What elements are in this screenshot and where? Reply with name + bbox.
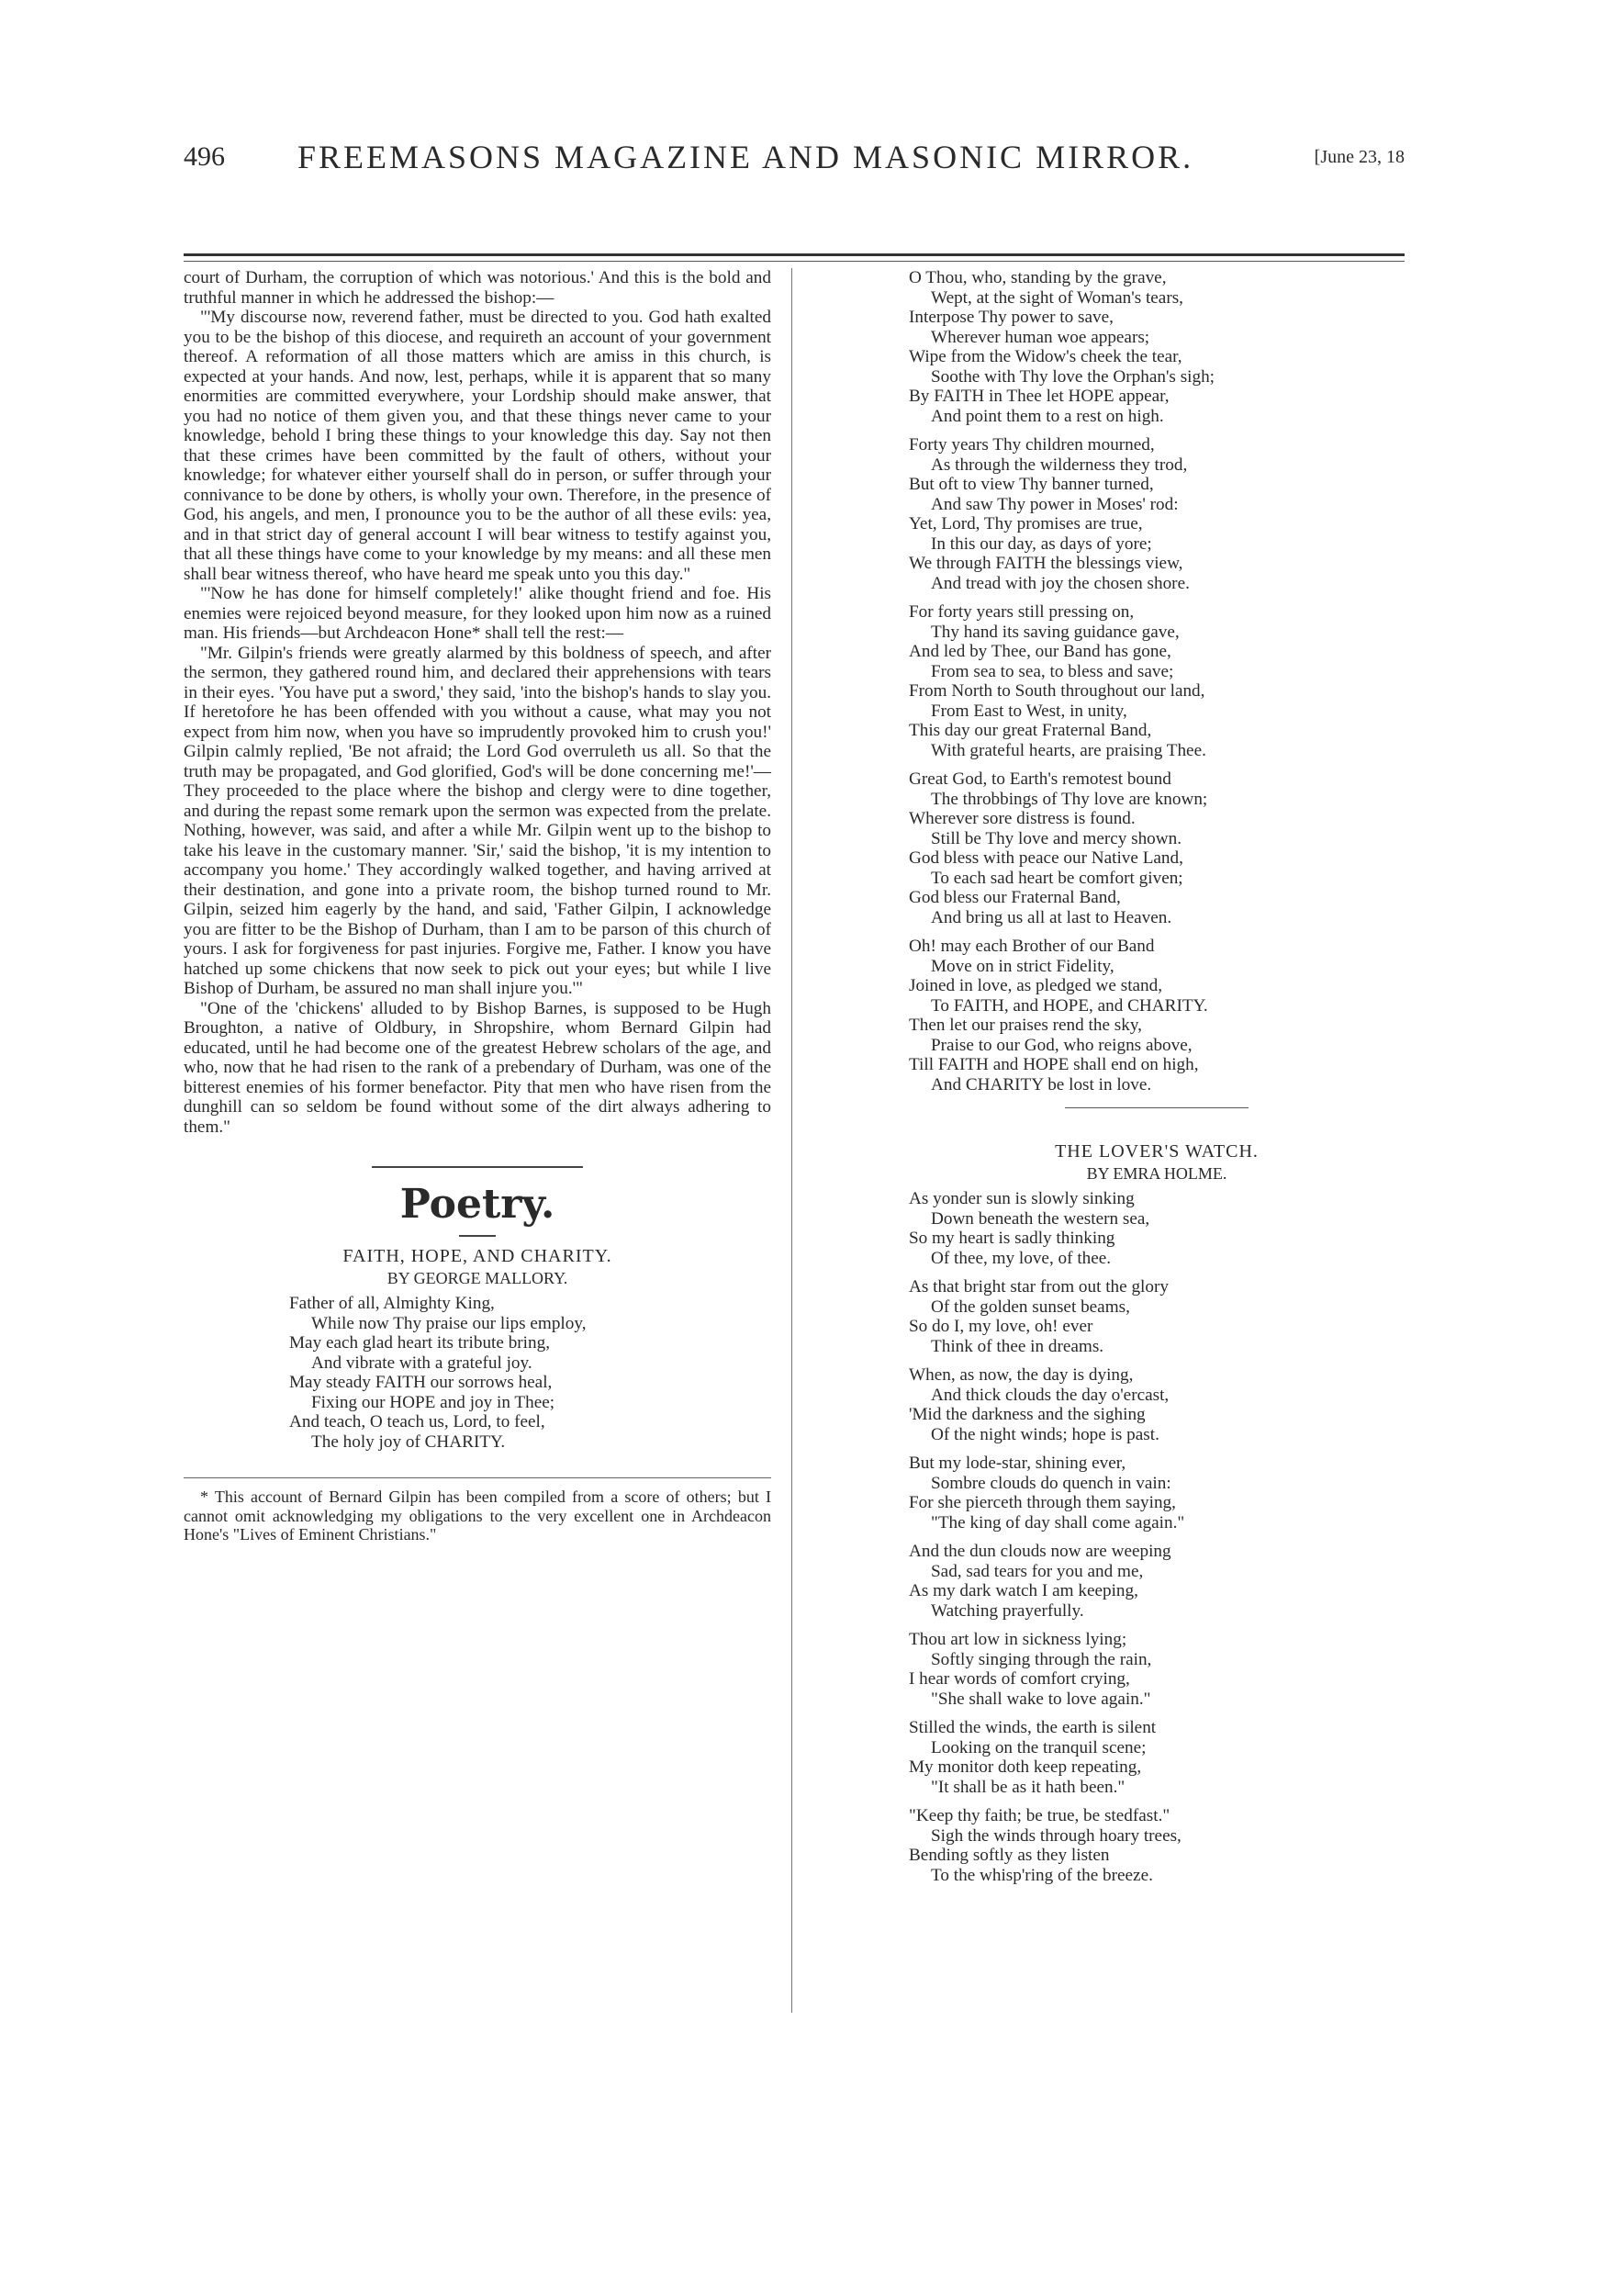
article-paragraph: "'My discourse now, reverend father, must be directed to you. God hath exalted you to be the bishop of this diocese, and requireth an account of your government thereof. A reformation of all those matters which are amiss in this church, is expected at your hands. And now, lest, perhaps, while it is apparent that so many enormities are committed everywhere, your Lordship should make answer, that you had no notice of them given you, and that these things never came to your knowledge, behold I bring these things to your knowledge this day. Say not then that these crimes have been committed by the fault of others, without your knowledge; for whatever either yourself shall do in person, or suffer through your connivance to be done by others, is wholly your own. Therefore, in the presence of God, his angels, and men, I pronounce you to be the author of all these evils: yea, and in that strict day of general account I will bear witness to testify against you, that all these things have come to your knowledge by my means: and all these men shall bear witness thereof, who have heard me speak unto you this day." — [184, 308, 771, 584]
issue-date: [June 23, 18 — [1314, 147, 1405, 167]
poem-line: We through FAITH the blessings view, — [909, 554, 1183, 573]
poem-line: And saw Thy power in Moses' rod: — [931, 494, 1179, 514]
poetry-heading: Poetry. — [399, 1181, 555, 1228]
poem-line: Move on in strict Fidelity, — [931, 956, 1114, 976]
right-column — [909, 268, 1405, 1894]
article-paragraph: "Mr. Gilpin's friends were greatly alarmed by this boldness of speech, and after the sermon, they gathered round him, and declared their apprehensions with tears in their eyes. 'You have put a sword,' they said, 'into the bishop's hands to slay you. If heretofore he has been offended with you without a cause, what may you not expect from him now, when you have so imprudently provoked him to crush you!' Gilpin calmly replied, 'Be not afraid; the Lord God overruleth us all. So that the truth may be propagated, and God glorified, God's will be done concerning me!'—They proceeded to the place where the bishop and clergy were to dine together, and during the repast some remark upon the sermon was expected from the prelate. Nothing, however, was said, and after a while Mr. Gilpin went up to the bishop to take his leave in the customary manner. 'Sir,' said the bishop, 'it is my intention to accompany you home.' They accordingly walked together, and having arrived at their destination, and gone into a private room, the bishop turned round to Mr. Gilpin, seized him eagerly by the hand, and said, 'Father Gilpin, I acknowledge you are fitter to be the Bishop of Durham, than I am to be parson of this church of yours. I ask for forgiveness for past injuries. Forgive me, Father. I know you have hatched up some chickens that now seek to pick out your eyes; but while I live Bishop of Durham, be assured no man shall injure you.'" — [184, 643, 771, 998]
page-number: 496 — [184, 141, 225, 172]
stanza — [909, 268, 1405, 426]
stanza — [909, 1365, 1405, 1444]
poem-line: The holy joy of CHARITY. — [311, 1431, 506, 1452]
poem-line: Bending softly as they listen — [909, 1846, 1110, 1865]
poem-line: For forty years still pressing on, — [909, 602, 1135, 622]
poem-line: 'Mid the darkness and the sighing — [909, 1405, 1146, 1424]
poem-line: God bless our Fraternal Band, — [909, 888, 1121, 907]
poem-line: But my lode-star, shining ever, — [909, 1454, 1126, 1473]
masthead — [184, 138, 1405, 193]
poem-line: And point them to a rest on high. — [931, 406, 1164, 426]
poem-line: Looking on the tranquil scene; — [931, 1737, 1147, 1757]
stanza — [909, 1542, 1405, 1621]
stanza — [909, 1277, 1405, 1356]
poem-line: And teach, O teach us, Lord, to feel, — [289, 1412, 545, 1431]
poem-line: Still be Thy love and mercy shown. — [931, 828, 1182, 848]
poem-line: Then let our praises rend the sky, — [909, 1016, 1142, 1035]
poem-line: Father of all, Almighty King, — [289, 1294, 495, 1313]
stanza — [909, 435, 1405, 593]
poem-line: Down beneath the western sea, — [931, 1208, 1150, 1229]
poem-line: "It shall be as it hath been." — [931, 1777, 1126, 1797]
poem-line: Thou art low in sickness lying; — [909, 1630, 1127, 1649]
poem-line: Praise to our God, who reigns above, — [931, 1035, 1193, 1055]
footnote-text: * This account of Bernard Gilpin has been compiled from a score of others; but I cannot omit acknowledging my obligations to the very excellent one in Archdeacon Hone's "Lives of Eminent Christians." — [184, 1488, 771, 1544]
poem-line: Of thee, my love, of thee. — [931, 1248, 1112, 1268]
poem-line: When, as now, the day is dying, — [909, 1365, 1134, 1385]
header-rule-thin — [184, 261, 1405, 262]
magazine-title: FREEMASONS MAGAZINE AND MASONIC MIRROR. — [297, 139, 1194, 175]
poem-line: Softly singing through the rain, — [931, 1649, 1152, 1669]
gilpin-article — [184, 268, 771, 1137]
poem-line: God bless with peace our Native Land, — [909, 848, 1183, 868]
poem-line: So do I, my love, oh! ever — [909, 1317, 1093, 1336]
poem-line: Soothe with Thy love the Orphan's sigh; — [931, 366, 1215, 387]
poem-line: As my dark watch I am keeping, — [909, 1581, 1138, 1600]
poem-line: Wept, at the sight of Woman's tears, — [931, 287, 1183, 308]
poem-line: Wherever human woe appears; — [931, 327, 1150, 347]
heading-underline — [459, 1235, 496, 1237]
stanza — [909, 937, 1405, 1095]
left-column — [184, 268, 771, 1544]
poem-line: And bring us all at last to Heaven. — [931, 907, 1172, 927]
poem2-body — [909, 1189, 1405, 1885]
poem-line: Of the golden sunset beams, — [931, 1297, 1130, 1317]
poem-line: "Keep thy faith; be true, be stedfast." — [909, 1806, 1170, 1825]
poem-line: Sigh the winds through hoary trees, — [931, 1825, 1182, 1846]
poem-line: The throbbings of Thy love are known; — [931, 789, 1208, 809]
poem-line: And tread with joy the chosen shore. — [931, 573, 1190, 593]
poem-line: "The king of day shall come again." — [931, 1512, 1185, 1532]
poem-line: But oft to view Thy banner turned, — [909, 475, 1154, 494]
poem-line: Watching prayerfully. — [931, 1600, 1084, 1621]
poem-line: Sombre clouds do quench in vain: — [931, 1473, 1171, 1493]
poem-line: Wherever sore distress is found. — [909, 809, 1136, 828]
poem-line: As yonder sun is slowly sinking — [909, 1189, 1135, 1208]
poem-line: Till FAITH and HOPE shall end on high, — [909, 1055, 1199, 1074]
poem-line: As through the wilderness they trod, — [931, 455, 1188, 475]
poem-line: In this our day, as days of yore; — [931, 533, 1152, 554]
poem-line: And thick clouds the day o'ercast, — [931, 1385, 1170, 1405]
poem-line: Think of thee in dreams. — [931, 1336, 1104, 1356]
stanza — [909, 1718, 1405, 1797]
poem-line: Oh! may each Brother of our Band — [909, 937, 1155, 956]
poem-separator — [1065, 1107, 1249, 1108]
poem-continuation — [909, 268, 1405, 1095]
column-divider — [791, 268, 792, 2013]
footnote — [184, 1477, 771, 1544]
poem-line: To each sad heart be comfort given; — [931, 868, 1183, 888]
stanza — [909, 1806, 1405, 1885]
poem-line: By FAITH in Thee let HOPE appear, — [909, 387, 1170, 406]
poem-line: From East to West, in unity, — [931, 701, 1127, 721]
article-paragraph: "One of the 'chickens' alluded to by Bishop Barnes, is supposed to be Hugh Broughton, a native of Oldbury, in Shropshire, whom Bernard Gilpin had educated, until he had become one of the greatest Hebrew scholars of the age, and who, now that he had risen to the rank of a prebendary of Durham, was one of the bitterest enemies of his former benefactor. Pity that men who have risen from the dunghill can so seldom be found without some of the dirt always adhering to them." — [184, 998, 771, 1137]
poem2-title: THE LOVER'S WATCH. — [1055, 1141, 1259, 1162]
poem-line: I hear words of comfort crying, — [909, 1669, 1130, 1689]
stanza — [289, 1294, 771, 1452]
poem-line: May steady FAITH our sorrows heal, — [289, 1373, 553, 1392]
poem-line: Of the night winds; hope is past. — [931, 1424, 1159, 1444]
poem-line: From North to South throughout our land, — [909, 681, 1205, 701]
poem-line: So my heart is sadly thinking — [909, 1229, 1115, 1248]
poem-line: Thy hand its saving guidance gave, — [931, 622, 1180, 642]
poem-line: May each glad heart its tribute bring, — [289, 1333, 550, 1353]
stanza — [909, 1189, 1405, 1268]
poem-line: With grateful hearts, are praising Thee. — [931, 740, 1206, 760]
section-divider — [372, 1166, 583, 1168]
poem-title: FAITH, HOPE, AND CHARITY. — [342, 1246, 612, 1266]
poem-author: BY GEORGE MALLORY. — [386, 1269, 568, 1287]
poem-line: Fixing our HOPE and joy in Thee; — [311, 1392, 555, 1412]
poem-line: Wipe from the Widow's cheek the tear, — [909, 347, 1182, 366]
poem-line: While now Thy praise our lips employ, — [311, 1313, 587, 1333]
poem-line: O Thou, who, standing by the grave, — [909, 268, 1167, 287]
poem-line: From sea to sea, to bless and save; — [931, 661, 1174, 681]
poem-line: Joined in love, as pledged we stand, — [909, 976, 1163, 995]
stanza — [909, 769, 1405, 927]
stanza — [909, 1454, 1405, 1532]
poem-line: This day our great Fraternal Band, — [909, 721, 1152, 740]
poem-line: Sad, sad tears for you and me, — [931, 1561, 1144, 1581]
poem-line: To FAITH, and HOPE, and CHARITY. — [931, 995, 1208, 1016]
poem-line: And led by Thee, our Band has gone, — [909, 642, 1171, 661]
poem-line: "She shall wake to love again." — [931, 1689, 1151, 1709]
poem-line: For she pierceth through them saying, — [909, 1493, 1176, 1512]
poem-line: Forty years Thy children mourned, — [909, 435, 1155, 455]
header-rule — [184, 253, 1405, 256]
poem-line: Yet, Lord, Thy promises are true, — [909, 514, 1143, 533]
poem2-author: BY EMRA HOLME. — [1086, 1164, 1227, 1183]
poem-line: My monitor doth keep repeating, — [909, 1757, 1142, 1777]
poem-line: Interpose Thy power to save, — [909, 308, 1114, 327]
poem-line: Stilled the winds, the earth is silent — [909, 1718, 1157, 1737]
poem-line: To the whisp'ring of the breeze. — [931, 1865, 1153, 1885]
poem-line: And CHARITY be lost in love. — [931, 1074, 1152, 1095]
poem-line: As that bright star from out the glory — [909, 1277, 1169, 1297]
article-paragraph: court of Durham, the corruption of which was notorious.' And this is the bold and truthful manner in which he addressed the bishop:— — [184, 268, 771, 308]
stanza — [909, 602, 1405, 760]
poem-line: And vibrate with a grateful joy. — [311, 1353, 532, 1373]
article-paragraph: "'Now he has done for himself completely!' alike thought friend and foe. His enemies were rejoiced beyond measure, for they looked upon him now as a ruined man. His friends—but Archdeacon Hone* shall tell the rest:— — [184, 584, 771, 643]
poem-line: Great God, to Earth's remotest bound — [909, 769, 1171, 789]
poem-stanza — [184, 1294, 771, 1452]
stanza — [909, 1630, 1405, 1709]
poem-line: And the dun clouds now are weeping — [909, 1542, 1171, 1561]
